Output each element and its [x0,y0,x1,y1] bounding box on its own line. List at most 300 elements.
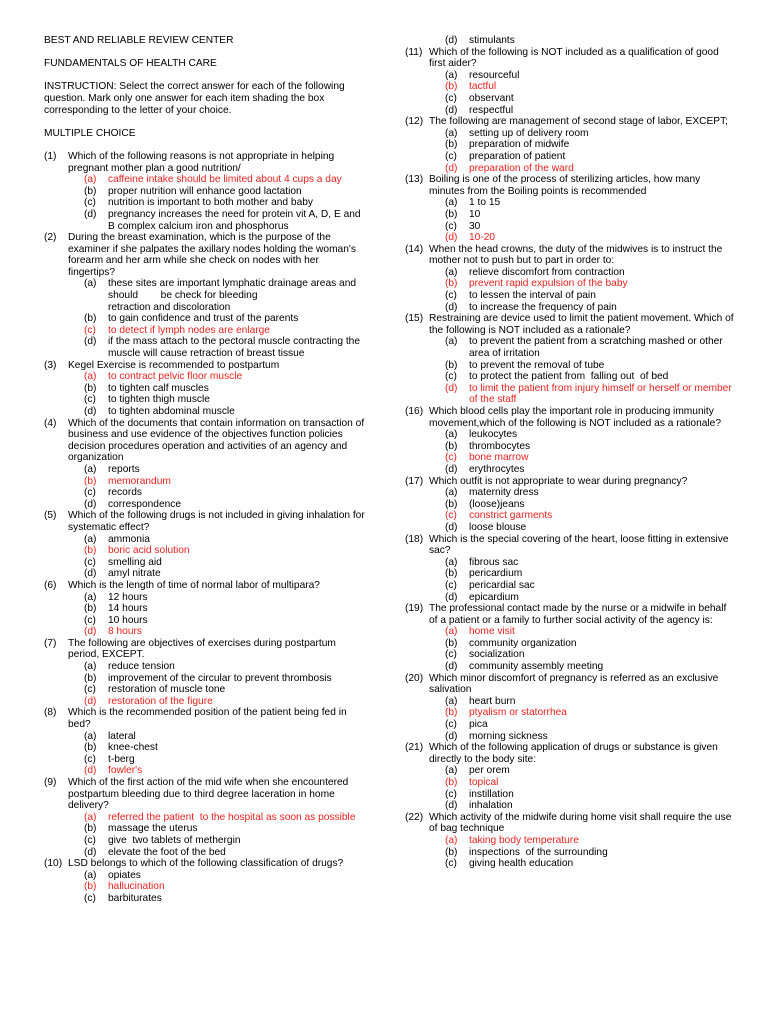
option-row[interactable] [405,429,735,441]
option-text: preparation of midwife [469,139,570,151]
question-text: Which of the following drugs is not included in giving inhalation for systematic effect? [68,510,365,533]
question-item [44,707,366,777]
option-text: tactful [469,81,497,93]
option-row[interactable] [44,499,366,511]
question-text: Which outfit is not appropriate to wear during pregnancy? [429,475,688,487]
option-letter: (b) [445,278,458,290]
option-text: to tighten abdominal muscle [108,406,235,417]
option-row[interactable] [44,661,366,673]
option-text: reduce tension [108,661,175,673]
question-row [44,360,366,372]
option-letter: (c) [84,834,96,846]
option-letter: (c) [445,510,457,522]
option-row[interactable] [44,847,366,859]
question-number: (7) [44,637,57,649]
subject-title: FUNDAMENTALS OF HEALTH CARE [44,58,217,70]
option-row[interactable] [405,197,735,209]
option-text: pericardial sac [469,579,535,591]
question-item [44,151,366,232]
option-row[interactable] [44,754,366,766]
option-letter: (b) [84,603,97,615]
question-row [405,116,735,128]
option-text: these sites are important lymphatic drainage areas and should be check for bleeding retraction and discoloration [108,278,357,313]
option-text: give two tablets of methergin [108,834,241,846]
option-row[interactable] [44,823,366,835]
question-item [44,638,366,708]
option-row[interactable] [44,464,366,476]
option-letter: (d) [84,406,97,417]
option-text: relieve discomfort from contraction [469,266,625,278]
question-item [44,232,366,360]
option-letter: (a) [84,278,97,290]
option-letter: (d) [84,498,97,510]
option-text: stimulants [469,35,515,46]
question-number: (11) [405,46,423,58]
question-item [405,313,735,406]
option-letter: (d) [84,568,97,580]
question-number: (8) [44,707,57,719]
option-letter: (b) [445,637,458,649]
option-row[interactable] [44,742,366,754]
answer-option[interactable] [44,371,366,383]
option-letter: (d) [84,626,97,638]
option-text: pica [469,719,488,731]
right-column [405,35,735,870]
answer-option[interactable] [405,383,735,406]
option-row[interactable] [405,371,735,383]
option-letter: (a) [84,371,97,383]
option-row[interactable] [405,696,735,708]
option-row[interactable] [44,592,366,604]
option-row[interactable] [44,406,366,418]
option-text: boric acid solution [108,545,190,557]
question-text: The following are objectives of exercises during postpartum period, EXCEPT. [68,637,336,661]
question-row [44,858,366,870]
option-row[interactable] [405,800,735,812]
option-letter: (c) [445,92,457,104]
question-text: Which is the length of time of normal labor of multipara? [68,579,320,591]
question-item [405,174,735,244]
option-row[interactable] [405,267,735,279]
option-text: 1 to 15 [469,197,501,209]
option-row[interactable] [44,835,366,847]
option-row[interactable] [405,221,735,233]
answer-option[interactable] [405,835,735,847]
question-number: (4) [44,417,57,429]
option-text: caffeine intake should be limited about 4 cups a day [108,174,342,186]
question-row [405,742,735,765]
option-text: pericardium [469,568,523,580]
option-text: to prevent the patient from a scratching mashed or other area of irritation [469,336,726,360]
option-letter: (a) [84,463,97,475]
option-letter: (c) [445,858,457,870]
answer-option[interactable] [44,812,366,824]
option-letter: (d) [445,35,458,46]
option-letter: (c) [445,220,457,232]
option-letter: (a) [84,869,97,881]
option-text: constrict garments [469,510,553,522]
option-row[interactable] [44,615,366,627]
question-number: (2) [44,232,57,244]
option-letter: (c) [84,684,96,696]
question-number: (22) [405,811,424,823]
option-row[interactable] [405,731,735,743]
option-text: per orem [469,765,510,777]
option-letter: (d) [84,846,97,858]
option-text: to limit the patient from injury himself or herself or member of the staff [469,382,735,406]
option-row[interactable] [44,336,366,359]
option-letter: (a) [445,69,458,81]
option-row[interactable] [405,592,735,604]
option-letter: (d) [445,232,458,244]
option-letter: (b) [445,777,458,788]
question-row [44,777,366,812]
option-text: loose blouse [469,521,527,533]
option-letter: (c) [445,719,457,731]
answer-option[interactable] [44,545,366,557]
option-text: to increase the frequency of pain [469,301,617,313]
answer-option[interactable] [44,881,366,893]
option-text: prevent rapid expulsion of the baby [469,278,628,290]
option-text: bone marrow [469,452,529,464]
option-row[interactable] [405,638,735,650]
answer-option[interactable] [405,278,735,290]
question-number: (12) [405,116,424,128]
option-row[interactable] [44,731,366,743]
option-letter: (b) [84,881,97,893]
option-text: 10 [469,208,481,220]
question-text: Which of the documents that contain information on transaction of business and use evidence of the objectives function policies decision procedures operation and activities of an agency and organization [68,417,365,464]
option-letter: (a) [445,695,458,707]
option-row[interactable] [405,93,735,105]
option-text: opiates [108,869,141,881]
option-row[interactable] [405,719,735,731]
answer-option[interactable] [405,163,735,175]
option-row[interactable] [405,70,735,82]
option-text: reports [108,463,140,475]
option-letter: (b) [445,846,458,858]
option-letter: (d) [445,730,458,742]
option-letter: (b) [445,208,458,220]
question-row [44,418,366,464]
option-text: resourceful [469,69,520,81]
option-text: referred the patient to the hospital as soon as possible [108,811,356,823]
option-letter: (a) [84,174,97,186]
left-question-list [44,151,366,905]
option-row[interactable] [405,151,735,163]
question-item [405,47,735,117]
option-row[interactable] [405,789,735,801]
question-row [44,707,366,730]
answer-option[interactable] [44,174,366,186]
option-row[interactable] [44,487,366,499]
option-text: inhalation [469,800,513,812]
option-letter: (c) [445,371,457,383]
option-text: restoration of the figure [108,695,213,707]
answer-option[interactable] [405,626,735,638]
question-text: Which activity of the midwife during home visit shall require the use of bag technique [429,811,732,835]
question-text: Which of the first action of the mid wife when she encountered postpartum bleeding due to third degree laceration in home delivery? [68,777,349,812]
question-number: (3) [44,359,57,371]
option-row[interactable] [44,673,366,685]
option-text: heart burn [469,695,516,707]
answer-option[interactable] [44,765,366,777]
option-row[interactable] [405,765,735,777]
option-letter: (b) [84,475,97,487]
option-letter: (a) [84,591,97,603]
option-text: improvement of the circular to prevent thrombosis [108,672,332,684]
option-row[interactable] [405,360,735,372]
option-letter: (d) [445,104,458,116]
option-letter: (c) [445,649,457,661]
option-text: community assembly meeting [469,661,604,673]
right-question-list [405,47,735,870]
question-row [405,313,735,336]
option-letter: (a) [445,834,458,846]
option-text: erythrocytes [469,463,525,475]
option-letter: (c) [445,452,457,464]
option-letter: (b) [84,313,97,325]
option-row[interactable] [44,870,366,882]
option-letter: (a) [84,730,97,742]
answer-option[interactable] [405,81,735,93]
option-text: 10-20 [469,232,496,244]
option-row[interactable] [44,603,366,615]
question-item [44,418,366,511]
option-text: 12 hours [108,591,148,603]
option-text: ptyalism or statorrhea [469,707,567,719]
question-item [44,360,366,418]
question-number: (5) [44,510,57,522]
option-letter: (b) [84,742,97,754]
answer-option[interactable] [405,777,735,789]
option-letter: (c) [84,753,96,765]
question-text: During the breast examination, which is the purpose of the examiner if she palpates the axillary nodes holding the woman's forearm and her arm while she check on nodes with her fingertips? [68,232,356,278]
option-row[interactable] [405,487,735,499]
question-row [44,580,366,592]
option-row[interactable] [405,661,735,673]
question-item [405,534,735,604]
option-letter: (c) [84,324,96,336]
answer-option[interactable] [44,626,366,638]
question-number: (21) [405,742,424,754]
question-number: (13) [405,174,424,186]
question-item [405,673,735,743]
option-row[interactable] [44,197,366,209]
option-text: observant [469,92,514,104]
option-text: leukocytes [469,429,518,441]
option-row[interactable] [405,557,735,569]
question-text: Which of the following application of drugs or substance is given directly to the body site: [429,742,718,765]
answer-option[interactable] [405,510,735,522]
option-row[interactable] [405,290,735,302]
option-text: 8 hours [108,626,142,638]
review-center-title: BEST AND RELIABLE REVIEW CENTER [44,35,234,46]
option-text: pregnancy increases the need for protein vit A, D, E and B complex calcium iron and phosphorus [108,208,364,232]
question-text: Which is the special covering of the heart, loose fitting in extensive sac? [429,533,729,557]
question-item [44,580,366,638]
option-letter: (b) [445,139,458,151]
option-text: setting up of delivery room [469,127,589,139]
option-row[interactable] [405,441,735,453]
option-text: preparation of patient [469,150,566,162]
question-item [405,244,735,314]
option-letter: (c) [84,892,96,904]
answer-option[interactable] [44,696,366,708]
question-text: Which blood cells play the important role in producing immunity movement,which of the following is NOT included as a rationale? [429,406,722,429]
question-text: The following are management of second stage of labor, EXCEPT; [429,116,729,128]
option-row[interactable] [405,209,735,221]
question-item [405,406,735,476]
option-row[interactable] [44,893,366,905]
question-text: Which of the following is NOT included as a qualification of good first aider? [429,46,719,70]
option-letter: (b) [84,545,97,557]
option-row[interactable] [44,278,366,313]
option-text: home visit [469,626,515,638]
option-row[interactable] [405,858,735,870]
option-letter: (b) [445,707,458,719]
option-text: barbiturates [108,892,162,904]
question-number: (16) [405,406,424,417]
option-letter: (a) [445,336,458,348]
option-letter: (a) [445,487,458,499]
question-row [44,232,366,278]
option-letter: (a) [445,429,458,441]
question-item [44,510,366,580]
option-letter: (a) [84,533,97,545]
section-title: MULTIPLE CHOICE [44,127,136,139]
question-text: Which minor discomfort of pregnancy is referred as an exclusive salivation [429,672,719,696]
option-text: thrombocytes [469,440,531,452]
option-row[interactable] [405,847,735,859]
answer-option[interactable] [405,707,735,719]
option-row[interactable] [405,522,735,534]
option-row[interactable] [44,186,366,198]
option-letter: (a) [84,811,97,823]
option-letter: (c) [445,150,457,162]
option-text: elevate the foot of the bed [108,846,226,858]
option-text: to protect the patient from falling out of bed [469,371,669,383]
option-row[interactable] [44,209,366,232]
question-text: Which of the following reasons is not appropriate in helping pregnant mother plan a good nutrition/ [68,150,335,174]
option-text: smelling aid [108,556,162,568]
option-letter: (d) [84,208,97,220]
option-text: t-berg [108,753,135,765]
option-row[interactable] [405,649,735,661]
option-text: memorandum [108,475,171,487]
option-row[interactable] [44,534,366,546]
option-text: to lessen the interval of pain [469,290,596,302]
question-item [44,858,366,904]
question-text: When the head crowns, the duty of the midwives is to instruct the mother not to push but to part in order to: [429,243,723,267]
answer-option[interactable] [44,325,366,337]
option-letter: (b) [84,672,97,684]
option-text: taking body temperature [469,834,579,846]
option-row[interactable] [405,336,735,359]
answer-option[interactable] [44,476,366,488]
option-letter: (d) [445,591,458,603]
question-number: (15) [405,313,424,325]
option-letter: (d) [445,521,458,533]
option-letter: (a) [445,626,458,638]
option-text: amyl nitrate [108,568,161,580]
option-text: 30 [469,220,481,232]
question-item [44,777,366,858]
option-row[interactable] [405,128,735,140]
option-letter: (a) [445,556,458,568]
question-row [405,47,735,70]
question-number: (1) [44,150,57,162]
option-text: ammonia [108,533,150,545]
option-row[interactable] [405,464,735,476]
option-letter: (c) [84,614,96,626]
option-letter: (a) [445,266,458,278]
option-row[interactable] [405,568,735,580]
option-letter: (c) [445,788,457,800]
question-row [405,534,735,557]
option-row[interactable] [44,684,366,696]
option-text: community organization [469,637,577,649]
option-letter: (c) [445,579,457,591]
option-row[interactable] [44,383,366,395]
option-row[interactable] [44,568,366,580]
option-letter: (d) [445,661,458,673]
option-letter: (a) [84,661,97,673]
option-row[interactable] [405,580,735,592]
option-letter: (b) [445,498,458,510]
question-text: Boiling is one of the process of sterilizing articles, how many minutes from the Boiling points is recommended [429,174,701,197]
option-text: hallucination [108,881,165,893]
question-number: (19) [405,603,424,615]
option-row[interactable] [44,394,366,406]
question-number: (17) [405,475,424,487]
option-text: nutrition is important to both mother and baby [108,197,313,209]
option-text: to contract pelvic floor muscle [108,371,243,383]
option-text: preparation of the ward [469,162,574,174]
option-text: to tighten calf muscles [108,382,209,394]
option-row[interactable] [405,105,735,117]
option-row[interactable] [405,302,735,314]
option-row[interactable] [44,557,366,569]
option-letter: (d) [84,336,97,348]
question-number: (10) [44,858,63,870]
option-row[interactable] [405,139,735,151]
question-row [405,244,735,267]
option-text: to prevent the removal of tube [469,359,605,371]
answer-option[interactable] [405,232,735,244]
option-text: respectful [469,104,514,116]
option-letter: (a) [445,127,458,139]
option-text: massage the uterus [108,823,198,835]
answer-option[interactable] [405,452,735,464]
question-item [405,476,735,534]
question-row [405,812,735,835]
question-text: The professional contact made by the nurse or a midwife in behalf of a patient or a family to further social activity of the agency is: [429,603,727,626]
option-letter: (c) [84,487,96,499]
option-letter: (b) [445,81,458,93]
option-letter: (d) [445,800,458,812]
option-row[interactable] [405,499,735,511]
option-letter: (d) [445,162,458,174]
option-text: knee-chest [108,742,158,754]
option-text: instillation [469,788,514,800]
option-text: topical [469,777,499,788]
option-text: fibrous sac [469,556,519,568]
option-text: to tighten thigh muscle [108,394,210,406]
option-text: morning sickness [469,730,548,742]
question-row [405,406,735,429]
option-row[interactable] [44,313,366,325]
